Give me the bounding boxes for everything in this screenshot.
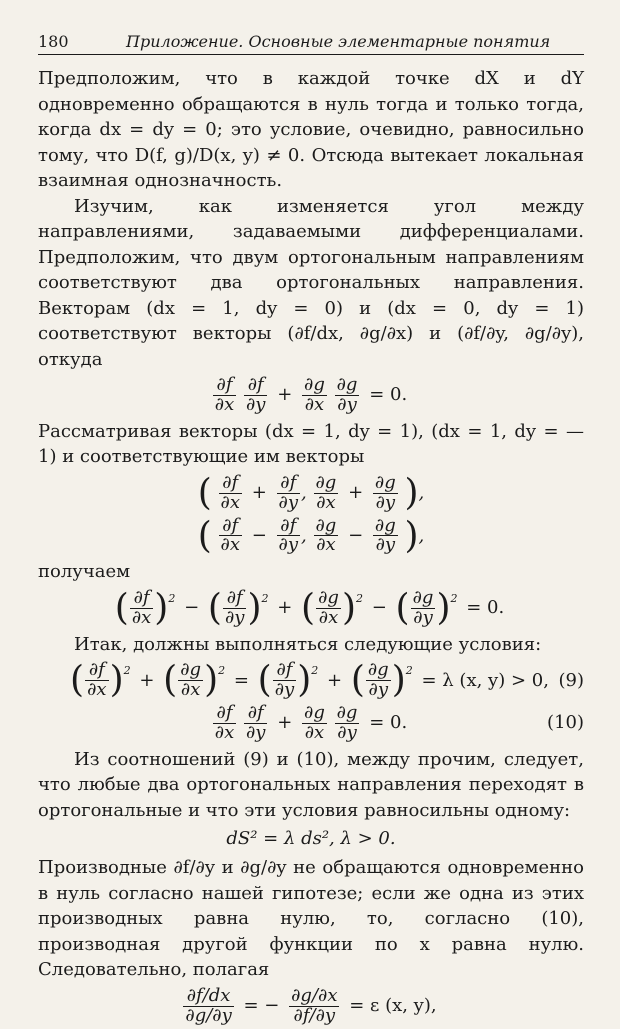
- paragraph-7: Производные ∂f/∂y и ∂g/∂y не обращаются одновременно в нуль согласно нашей гипотезе; если же одна из этих производных равна нулю, то, согласно (10), производная другой функции по x равна нулю. Следовательно, полагая: [38, 857, 584, 981]
- equation-metric: dS² = λ ds², λ > 0.: [226, 828, 396, 850]
- paragraph-3: Рассматривая векторы (dx = 1, dy = 1), (dx = 1, dy = — 1) и соответствующие им векторы: [38, 420, 584, 468]
- paragraph-1: Предположим, что в каждой точке dX и dY одновременно обращаются в нуль тогда и только тогда, когда dx = dy = 0; это условие, очевидно, равносильно тому, что D(f, g)/D(x, y) ≠ 0. Отсюда вытекает локальная взаимная однозначность.: [38, 68, 584, 191]
- page-header: [38, 30, 584, 55]
- paragraph-5: Итак, должны выполняться следующие условия:: [74, 633, 542, 655]
- fraction: $\frac{\partial f}{\partial y}$: [246, 374, 266, 415]
- equation-squares-difference: ( $\frac{\partial f}{\partial x}$ )$^2$ − ( $\frac{\partial f}{\partial y}$ )$^2$ + ( $\frac{\partial g}{\partial x}$ )$^2$ − ( $\frac{\partial g}{\partial y}$ )$^2$ = 0.: [114, 586, 505, 629]
- equation-number-9: (9): [558, 669, 584, 691]
- fraction: $\frac{\partial g}{\partial y}$: [336, 374, 358, 415]
- paragraph-2: Изучим, как изменяется угол между направлениями, задаваемыми дифференциалами. Предположим, что двум ортогональным направлениям соответствуют два ортогональных направления. Векторам (dx = 1, dy = 0) и (dx = 0, dy = 1) соответствуют векторы (∂f/dx, ∂g/∂x) и (∂f/∂y, ∂g/∂y), откуда: [38, 195, 584, 370]
- equation-epsilon: $\frac{\partial f/dx}{\partial g/\partial y}$ = − $\frac{\partial g/\partial x}{\partial f/\partial y}$ = ε (x, y),: [185, 984, 437, 1026]
- equation-orthogonality: $\frac{\partial f}{\partial x}$ $\frac{\partial f}{\partial y}$ + $\frac{\partial g}{\partial x}$ $\frac{\partial g}{\partial y}$ = 0.: [214, 374, 408, 415]
- vector-difference: ( $\frac{\partial f}{\partial x}$ − $\frac{\partial f}{\partial y}$ , $\frac{\partial g}{\partial x}$ − $\frac{\partial g}{\partial y}$ ),: [197, 514, 425, 556]
- running-title: Приложение. Основные элементарные понятия: [126, 32, 551, 51]
- fraction: $\frac{\partial f}{\partial x}$: [214, 374, 235, 415]
- page-body: [38, 66, 584, 1029]
- equation-10: $\frac{\partial f}{\partial x}$ $\frac{\partial f}{\partial y}$ + $\frac{\partial g}{\partial x}$ $\frac{\partial g}{\partial y}$ = 0. (10): [214, 701, 584, 743]
- paragraph-6: Из соотношений (9) и (10), между прочим, следует, что любые два ортогональных направления переходят в ортогональные и что эти условия равносильны одному:: [38, 748, 584, 821]
- equation-9: ( $\frac{\partial f}{\partial x}$ )$^2$ + ( $\frac{\partial g}{\partial x}$ )$^2$ = ( $\frac{\partial f}{\partial y}$ )$^2$ + ( $\frac{\partial g}{\partial y}$ )$^2$ = λ (x, y) > 0, (9): [70, 659, 584, 701]
- fraction: $\frac{\partial g}{\partial x}$: [304, 374, 325, 415]
- equation-number-10: (10): [547, 712, 584, 734]
- vector-sum: ( $\frac{\partial f}{\partial x}$ + $\frac{\partial f}{\partial y}$ , $\frac{\partial g}{\partial x}$ + $\frac{\partial g}{\partial y}$ ),: [197, 471, 425, 514]
- page-number: 180: [38, 32, 69, 51]
- paragraph-4: получаем: [38, 561, 131, 583]
